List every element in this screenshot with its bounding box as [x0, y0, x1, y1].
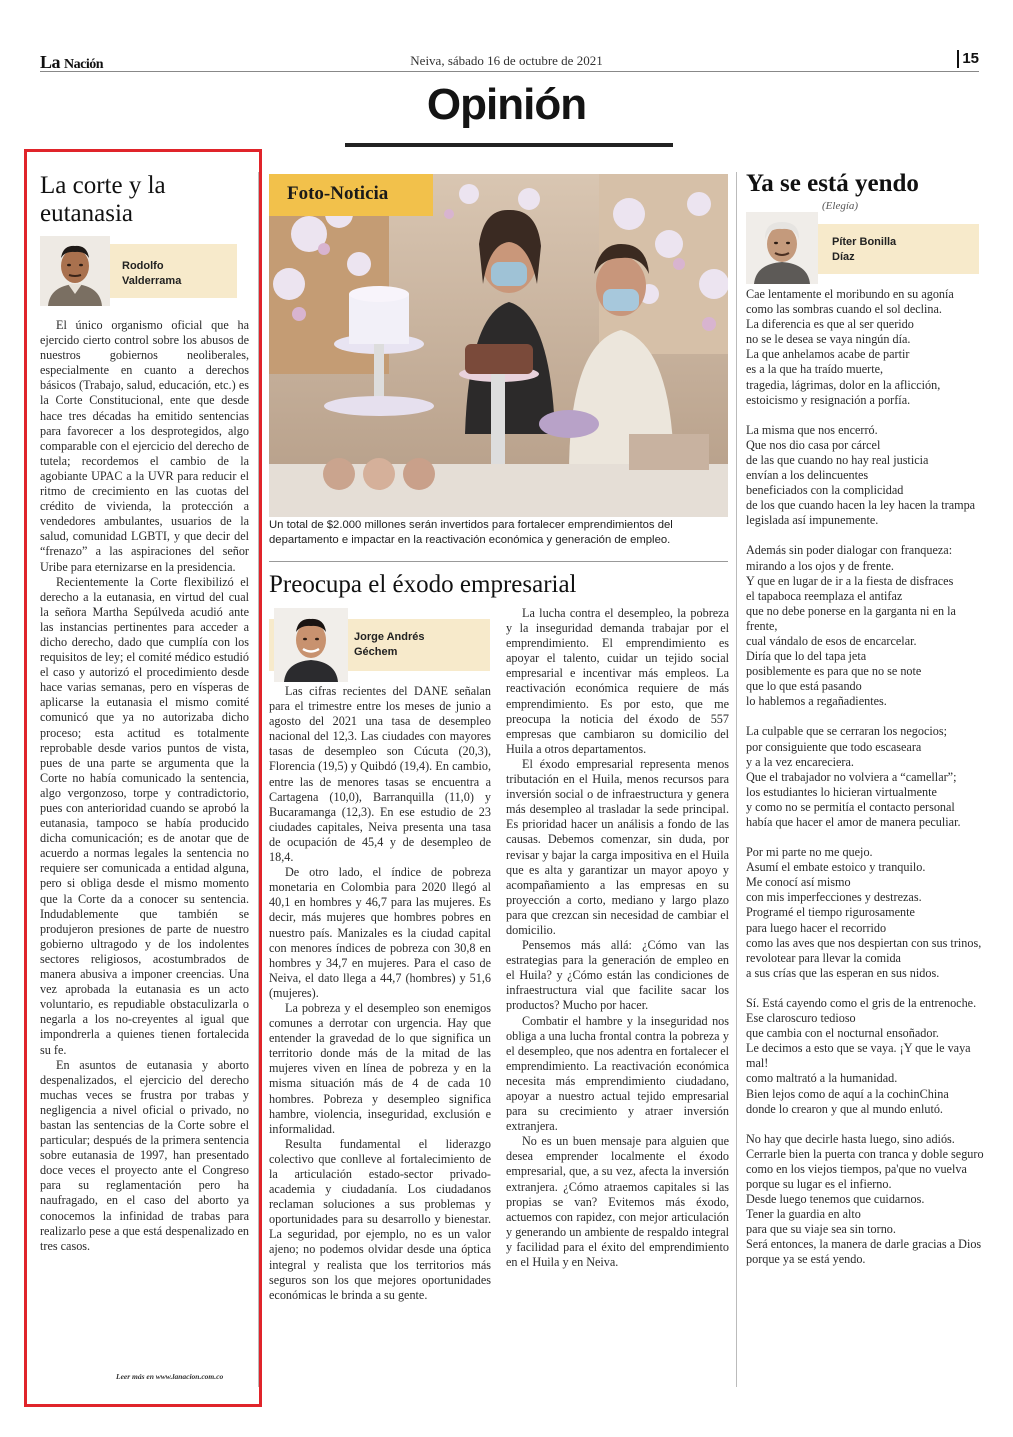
body-paragraph: De otro lado, el índice de pobreza monetaria en Colombia para 2020 llegó al 40,1 en hombres y 46,7 para las mujeres. Es decir, más mujeres que hombres pobres en nuestro país. Manizales es la ciudad capital con menores índices de pobreza con 30,8 en hombres y 34,7 en mujeres. Para el caso de Neiva, el dato llega a 44,7 (hombres) y 51,6 (mujeres).	[269, 865, 491, 1000]
author-photo-rodolfo	[40, 236, 110, 306]
poem-line: por consiguiente que todo escaseara	[746, 739, 922, 754]
poem-line: posiblemente es para que no se note	[746, 664, 922, 679]
right-article-subtitle: (Elegía)	[822, 200, 859, 212]
body-paragraph: Combatir el hambre y la inseguridad nos obliga a una lucha frontal contra la pobreza y el desempleo, que nos adentra en fortalecer el emprendimiento. La reactivación económica necesita más emprendimiento ciudadano, apoyar a nuestro actual tejido empresarial para su crecimiento y atraer inversión extranjera.	[506, 1013, 729, 1134]
left-author-name	[122, 259, 181, 289]
poem-line: había que hacer el amor de manera peculiar.	[746, 815, 961, 829]
poem-line: Bien lejos como de aquí a la cochinChina	[746, 1086, 949, 1101]
dateline: Neiva, sábado 16 de octubre de 2021	[410, 53, 603, 68]
poem-line: estoicismo y resignación a porfía.	[746, 392, 911, 407]
poem-line: como en los viejos tiempos, pa'que no vuelva	[746, 1161, 967, 1176]
author-first-name: Píter Bonilla	[832, 236, 897, 248]
body-paragraph: No es un buen mensaje para alguien que desea emprender localmente el éxodo empresarial, que, a su vez, afecta la inversión extranjera. ¿Cómo atraemos capitales si las propias se van? Evitemos más éxodo, actuemos con rapidez, con mejor articulación y generando un ambiente de respaldo integral y facilidad para el éxito del emprendimiento en el Huila y en Neiva.	[506, 1134, 729, 1270]
body-paragraph: Resulta fundamental el liderazgo colectivo que conlleve al fortalecimiento de la articulación estado-sector privado-academia y ciudadanía. Los ciudadanos reclaman soluciones a sus problemas y oportunidades para su desarrollo y bienestar. La seguridad, por ejemplo, no es un valor ajeno; no podemos olvidar desde una óptica integral y realista que los territorios más seguros son los que mejores oportunidades económicas le brinda a su gente.	[269, 1136, 491, 1302]
header-rule	[40, 71, 979, 72]
author-photo-jorge	[274, 608, 348, 682]
poem-line: a sus crías que las esperan en sus nidos.	[746, 965, 940, 980]
poem-stanza	[746, 543, 984, 709]
poem-line: Además sin poder dialogar con franqueza:	[746, 543, 953, 558]
body-paragraph: La lucha contra el desempleo, la pobreza y la inseguridad demanda trabajar por el emprendimiento. El emprendimiento es apoyar el talento, cuidar un tejido social empresarial e incentivar más empleos. La reactivación económica requiere de más emprendimiento. Es por esto, que me preocupa la noticia del éxodo de 557 empresas que cambiaron su domicilio del Huila a otros departamentos.	[506, 606, 729, 756]
poem-line: Me conocí así mismo	[746, 875, 851, 890]
poem-line: Que el trabajador no volviera a “camellar”;	[746, 769, 957, 784]
poem-line: los estudiantes lo hicieran virtualmente	[746, 784, 937, 799]
poem-line: Diría que lo del tapa jeta	[746, 649, 867, 664]
poem-line: Será entonces, la manera de darle gracias a Dios	[746, 1237, 982, 1252]
poem-line: no se le desea se vaya ningún día.	[746, 332, 911, 347]
poem-line: es a la que ha traído muerte,	[746, 362, 884, 377]
poem-line: lo hablemos a regañadientes.	[746, 694, 887, 709]
poem-line: Tener la guardia en alto	[746, 1207, 861, 1222]
poem-line: La diferencia es que al ser querido	[746, 317, 914, 332]
poem-line: Sí. Está cayendo como el gris de la entrenoche.	[746, 995, 977, 1010]
photo-news-badge	[269, 174, 433, 216]
poem-line: porque su lugar es el infierno.	[746, 1176, 892, 1191]
read-more-link[interactable]: Leer más en www.lanacion.com.co	[116, 1372, 224, 1381]
left-article-body	[40, 318, 249, 1370]
poem-line: revolotear para llevar la comida	[746, 950, 901, 965]
poem-line: Ese claroscuro tedioso	[746, 1011, 856, 1026]
poem-line: con mis imperfecciones y destrezas.	[746, 890, 922, 905]
poem-line: que cambia con el nocturnal ensoñador.	[746, 1026, 939, 1041]
poem-line: como las sombras cuando el sol declina.	[746, 302, 942, 317]
poem-line: que lo que está pasando	[746, 679, 862, 694]
poem-stanza	[746, 423, 984, 529]
poem-line: Asumí el embate estoico y tranquilo.	[746, 860, 926, 875]
middle-article-col2	[506, 606, 729, 1384]
poem-line: para que su viaje sea sin torno.	[746, 1222, 896, 1237]
right-author-name	[832, 235, 896, 265]
body-paragraph: El único organismo oficial que ha ejercido cierto control sobre los abusos de nuestros gobiernos neoliberales, especialmente en cuanto a derechos básicos (Trabajo, salud, educación, etc.) es la Corte Constitucional, ente que desde hace tres décadas ha emitido sentencias para favorecer a los desprotegidos, algo comparable con el ejercicio del derecho de tutela; recordemos el cambio de la agobiante UPAC a la UVR para reducir el ritmo de crecimiento en las cuotas del crédito de vivienda, la protección a vendedores ambulantes, usuarios de la salud, comunidad LGBTI, y que decir del “frenazo” a las aspiraciones del señor Uribe para eternizarse en la presidencia.	[40, 318, 249, 574]
body-paragraph: En asuntos de eutanasia y aborto despenalizados, el ejercicio del derecho muchas veces se frustra por trabas y negligencia a nivel oficial o privado, no bastan las sentencias de la Corte sobre el particular; después de la primera sentencia sobre eutanasia de 1997, han presentado doce veces el proyecto ante el Congreso para su reglamentación pero ha naufragado, en el caso del aborto ya conocemos la infinidad de trabas para realizarlo pese a que está despenalizado en tres casos.	[40, 1057, 249, 1253]
photo-caption: Un total de $2.000 millones serán invertidos para fortalecer emprendimientos del departamento e impactar en la reactivación económica y generación de empleo.	[269, 519, 673, 546]
body-paragraph: Las cifras recientes del DANE señalan para el trimestre entre los meses de junio a agosto del 2021 una tasa de desempleo nacional del 12,3. Las ciudades con mayores tasas de desempleo son Cúcuta (20,3), Florencia (19,5) y Quibdó (19,4). En cambio, entre las de menores tasas se encuentra a Cartagena (10,0), Barranquilla (11,0) y Bucaramanga (12,3). En ese estudio de 23 ciudades capitales, Neiva presenta una tasa de ocupación de 45,4 y de desempleo de 18,4.	[269, 684, 491, 865]
poem-line: Desde luego tenemos que cuidarnos.	[746, 1192, 925, 1207]
poem-line: el tapaboca reemplaza el antifaz	[746, 588, 903, 603]
body-paragraph: Recientemente la Corte flexibilizó el derecho a la eutanasia, en virtud del cual la señora Martha Sepúlveda acudió ante las instancias pertinentes para acceder a dicho derecho, dado que cumplía con los requisitos de ley; el comité médico estudió el caso y autorizó el procedimiento desde hace varias semanas, pero en vísperas de aplicarse la eutanasia el mismo comité comunicó que ya no autorizaba dicho proceso; esta actitud es totalmente reprobable desde varios puntos de vista, pues de una parte se argumenta que la Corte no había comunicado la sentencia, algo vergonzoso, torpe y contradictorio, pues con anterioridad cuando se aprobó la eutanasia, tampoco se había producido dicha comunicación; es de anotar que de acuerdo a normas legales la sentencia no requiere ser comunicada a entidad alguna, pero si obliga desde el mismo momento que la Corte da a conocer su sentencia. Indudablemente que también se produjeron presiones de parte de nuestro gobierno ultragodo y de los indolentes sectores religiosos, acostumbrados de manera abusiva a imponer creencias. Una vez aprobada la eutanasia es un acto voluntario, es repudiable obstaculizarla o negarla a los no-creyentes al igual que impondrerla a quienes tienen fortalecida su fe.	[40, 574, 249, 1057]
author-first-name: Jorge Andrés	[354, 631, 425, 643]
poem-line: de las que cuando no hay real justicia	[746, 452, 929, 467]
author-last-name: Valderrama	[122, 275, 182, 287]
section-title: Opinión	[426, 80, 587, 129]
poem-line: tragedia, lágrimas, dolor en la aflicción,	[746, 377, 941, 392]
left-article-headline: La corte y la eutanasia	[40, 172, 166, 227]
poem-line: y como no se permitía el contacto personal	[746, 799, 955, 814]
photo-news-image	[269, 174, 728, 517]
poem-body	[746, 287, 984, 1283]
photo-news-badge-label: Foto-Noticia	[287, 183, 389, 204]
poem-line: donde lo crearon y que al mundo enlutó.	[746, 1101, 943, 1116]
poem-line: La misma que nos encerró.	[746, 422, 878, 437]
poem-line: para luego hacer el recorrido	[746, 920, 887, 935]
author-first-name: Rodolfo	[122, 260, 164, 272]
poem-stanza	[746, 287, 984, 408]
middle-author-name	[354, 630, 425, 660]
column-divider	[258, 172, 259, 1387]
column-divider	[736, 172, 737, 1387]
body-paragraph: La pobreza y el desempleo son enemigos comunes a derrotar con urgencia. Hay que entender la gravedad de lo que significa un territorio donde más de la mitad de las mujeres viven en línea de pobreza y en la misma situación más de 4 de cada 10 hombres. Pobreza y desempleo significa hambre, violencia, inseguridad, exclusión e informalidad.	[269, 1000, 491, 1136]
poem-line: Cae lentamente el moribundo en su agonía	[746, 287, 954, 301]
poem-line: Programé el tiempo rigurosamente	[746, 905, 915, 920]
poem-line: Que nos dio casa por cárcel	[746, 437, 881, 452]
poem-line: beneficiados con la complicidad	[746, 483, 904, 498]
poem-stanza	[746, 724, 984, 830]
right-article-headline: Ya se está yendo	[746, 170, 919, 197]
poem-line: que no debe ponerse en la garganta ni en la frente,	[746, 603, 956, 633]
poem-stanza	[746, 1132, 984, 1268]
section-rule	[345, 143, 673, 147]
middle-article-col1	[269, 684, 491, 1384]
masthead-second: Nación	[64, 57, 104, 72]
poem-line: legislada así impunemente.	[746, 513, 879, 528]
page-number: 15	[957, 50, 979, 68]
body-paragraph: Pensemos más allá: ¿Cómo van las estrategias para la generación de empleo en el Huila? y ¿Cómo están las condiciones de infraestructura vial que facilite sacar los productos? Mucho por hacer.	[506, 938, 729, 1013]
author-last-name: Díaz	[832, 251, 855, 263]
poem-line: como maltrató a la humanidad.	[746, 1071, 898, 1086]
author-last-name: Géchem	[354, 646, 398, 658]
poem-stanza	[746, 996, 984, 1117]
poem-line: cual vándalo de esos de encarcelar.	[746, 633, 917, 648]
poem-line: envían a los delincuentes	[746, 468, 869, 483]
masthead-first: La	[40, 52, 61, 72]
poem-line: La culpable que se cerraran los negocios;	[746, 724, 948, 739]
poem-line: Cerrarle bien la puerta con tranca y doble seguro	[746, 1146, 984, 1161]
poem-line: mirando a los ojos y de frente.	[746, 558, 894, 573]
middle-article-headline: Preocupa el éxodo empresarial	[269, 571, 577, 598]
body-paragraph: El éxodo empresarial representa menos tributación en el Huila, menos recursos para inversión social o de infraestructura y genera más desempleo al trasladar la sede principal. Es prioridad hacer un análisis a fondo de las causas. Debemos comenzar, sin duda, por revisar y bajar la carga impositiva en el Huila que es alta y garantizar un mayor apoyo y acompañamiento a las empresas en su proyección a corto, mediano y largo plazo para que crezcan sin necesidad de cambiar el domicilio.	[506, 756, 729, 937]
poem-line: porque ya se está yendo.	[746, 1252, 866, 1267]
poem-line: No hay que decirle hasta luego, sino adiós.	[746, 1131, 955, 1146]
poem-line: como las aves que nos despiertan con sus trinos,	[746, 935, 982, 950]
poem-line: Por mi parte no me quejo.	[746, 845, 873, 860]
poem-line: La que anhelamos acabe de partir	[746, 347, 910, 362]
poem-line: Y que en lugar de ir a la fiesta de disfraces	[746, 573, 954, 588]
middle-rule	[269, 561, 728, 562]
author-photo-piter	[746, 212, 818, 284]
poem-line: Le decimos a esto que se vaya. ¡Y que le vaya mal!	[746, 1041, 971, 1071]
poem-line: y a la vez encareciera.	[746, 754, 854, 769]
poem-stanza	[746, 845, 984, 981]
poem-line: de los que cuando hacen la ley hacen la trampa	[746, 498, 976, 513]
